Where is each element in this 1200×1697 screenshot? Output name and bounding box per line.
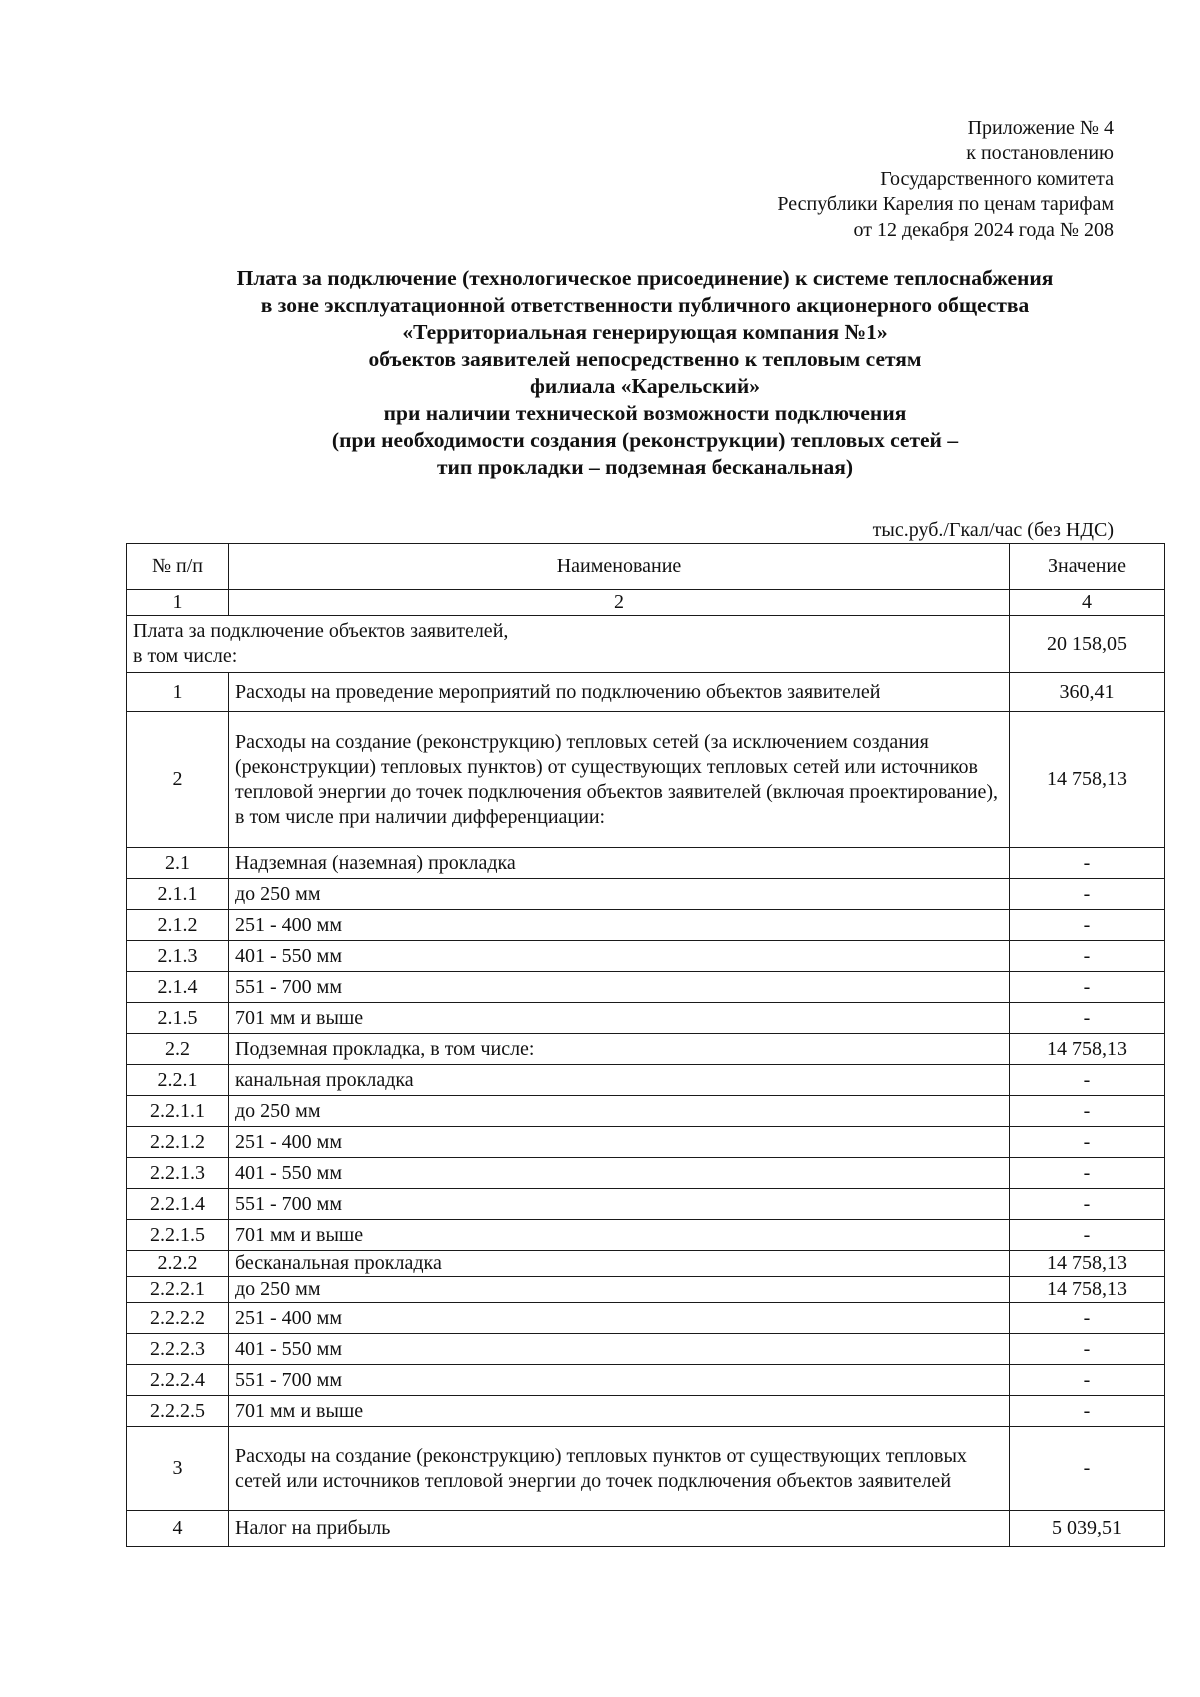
row-number: 2.2.2.3 bbox=[127, 1334, 229, 1365]
table-row bbox=[127, 1034, 1165, 1065]
row-number: 2.1 bbox=[127, 848, 229, 879]
row-number: 4 bbox=[127, 1511, 229, 1547]
row-name: Расходы на проведение мероприятий по подключению объектов заявителей bbox=[229, 673, 1010, 712]
row-value: - bbox=[1010, 1158, 1165, 1189]
table-row bbox=[127, 1365, 1165, 1396]
total-row bbox=[127, 616, 1165, 673]
row-value: - bbox=[1010, 1096, 1165, 1127]
row-number: 2.2 bbox=[127, 1034, 229, 1065]
total-name-line: в том числе: bbox=[133, 645, 238, 667]
row-value: - bbox=[1010, 910, 1165, 941]
table-row bbox=[127, 1158, 1165, 1189]
row-name: Расходы на создание (реконструкцию) тепловых пунктов от существующих тепловых сетей или источников тепловой энергии до точек подключения объектов заявителей bbox=[229, 1427, 1010, 1511]
document-title bbox=[126, 265, 1164, 481]
table-row bbox=[127, 1251, 1165, 1277]
row-name: 401 - 550 мм bbox=[229, 1334, 1010, 1365]
table-row bbox=[127, 941, 1165, 972]
appendix-block bbox=[777, 116, 1114, 243]
row-name: бесканальная прокладка bbox=[229, 1251, 1010, 1277]
row-number: 2.2.2.4 bbox=[127, 1365, 229, 1396]
table-row bbox=[127, 1189, 1165, 1220]
row-name: 701 мм и выше bbox=[229, 1396, 1010, 1427]
row-value: - bbox=[1010, 1003, 1165, 1034]
row-value: - bbox=[1010, 1334, 1165, 1365]
appendix-line: Республики Карелия по ценам тарифам bbox=[777, 193, 1114, 216]
table-row bbox=[127, 1065, 1165, 1096]
row-number: 2.2.2.5 bbox=[127, 1396, 229, 1427]
title-line: в зоне эксплуатационной ответственности публичного акционерного общества bbox=[260, 293, 1030, 317]
column-number: 1 bbox=[127, 590, 229, 616]
table-row bbox=[127, 1511, 1165, 1547]
row-name: Надземная (наземная) прокладка bbox=[229, 848, 1010, 879]
table-row bbox=[127, 1220, 1165, 1251]
table-row bbox=[127, 1277, 1165, 1303]
row-name: 701 мм и выше bbox=[229, 1003, 1010, 1034]
row-number: 2.2.2 bbox=[127, 1251, 229, 1277]
row-name: 551 - 700 мм bbox=[229, 972, 1010, 1003]
row-value: - bbox=[1010, 1303, 1165, 1334]
header-name: Наименование bbox=[229, 544, 1010, 590]
row-number: 2.2.1.5 bbox=[127, 1220, 229, 1251]
row-value: 14 758,13 bbox=[1010, 712, 1165, 848]
total-name-line: Плата за подключение объектов заявителей, bbox=[133, 620, 509, 642]
header-number: № п/п bbox=[127, 544, 229, 590]
row-number: 2.1.3 bbox=[127, 941, 229, 972]
row-value: - bbox=[1010, 941, 1165, 972]
row-value: 14 758,13 bbox=[1010, 1251, 1165, 1277]
row-name: до 250 мм bbox=[229, 1096, 1010, 1127]
row-value: - bbox=[1010, 1127, 1165, 1158]
unit-label: тыс.руб./Гкал/час (без НДС) bbox=[872, 519, 1114, 541]
row-number: 2.2.2.1 bbox=[127, 1277, 229, 1303]
row-value: 5 039,51 bbox=[1010, 1511, 1165, 1547]
row-number: 2.1.4 bbox=[127, 972, 229, 1003]
row-name: канальная прокладка bbox=[229, 1065, 1010, 1096]
row-value: - bbox=[1010, 1396, 1165, 1427]
appendix-line: Приложение № 4 bbox=[967, 117, 1114, 139]
row-name: 401 - 550 мм bbox=[229, 1158, 1010, 1189]
row-value: 14 758,13 bbox=[1010, 1277, 1165, 1303]
table-row bbox=[127, 1003, 1165, 1034]
table-row bbox=[127, 910, 1165, 941]
total-value: 20 158,05 bbox=[1010, 616, 1165, 673]
title-line: «Территориальная генерирующая компания №1» bbox=[402, 320, 888, 344]
row-value: - bbox=[1010, 1220, 1165, 1251]
row-name: Подземная прокладка, в том числе: bbox=[229, 1034, 1010, 1065]
row-number: 3 bbox=[127, 1427, 229, 1511]
row-value: - bbox=[1010, 879, 1165, 910]
table-row bbox=[127, 848, 1165, 879]
table-row bbox=[127, 1334, 1165, 1365]
row-name: Расходы на создание (реконструкцию) тепловых сетей (за исключением создания (реконструкции) тепловых пунктов) от существующих тепловых сетей или источников тепловой энергии до точек подключения объектов заявителей (включая проектирование), в том числе при наличии дифференциации: bbox=[229, 712, 1010, 848]
table-row bbox=[127, 972, 1165, 1003]
row-number: 2 bbox=[127, 712, 229, 848]
row-number: 2.1.1 bbox=[127, 879, 229, 910]
column-number: 4 bbox=[1010, 590, 1165, 616]
row-number: 2.2.2.2 bbox=[127, 1303, 229, 1334]
row-name: 551 - 700 мм bbox=[229, 1365, 1010, 1396]
row-name: 401 - 550 мм bbox=[229, 941, 1010, 972]
appendix-line: от 12 декабря 2024 года № 208 bbox=[853, 218, 1114, 241]
table-row bbox=[127, 1096, 1165, 1127]
table-row bbox=[127, 673, 1165, 712]
row-name: 251 - 400 мм bbox=[229, 1303, 1010, 1334]
table-row bbox=[127, 712, 1165, 848]
table-row bbox=[127, 1396, 1165, 1427]
row-name: 251 - 400 мм bbox=[229, 1127, 1010, 1158]
row-name: до 250 мм bbox=[229, 879, 1010, 910]
tariff-table bbox=[126, 543, 1165, 1547]
row-number: 1 bbox=[127, 673, 229, 712]
row-value: - bbox=[1010, 1189, 1165, 1220]
appendix-line: к постановлению bbox=[966, 142, 1114, 165]
title-line: объектов заявителей непосредственно к тепловым сетям bbox=[368, 347, 922, 371]
row-value: 360,41 bbox=[1010, 673, 1165, 712]
appendix-line: Государственного комитета bbox=[880, 167, 1114, 190]
row-value: 14 758,13 bbox=[1010, 1034, 1165, 1065]
row-value: - bbox=[1010, 972, 1165, 1003]
title-line: Плата за подключение (технологическое присоединение) к системе теплоснабжения bbox=[236, 266, 1054, 290]
row-number: 2.2.1.2 bbox=[127, 1127, 229, 1158]
column-number: 2 bbox=[229, 590, 1010, 616]
table-row bbox=[127, 879, 1165, 910]
title-line: (при необходимости создания (реконструкции) тепловых сетей – bbox=[331, 428, 959, 452]
row-name: 551 - 700 мм bbox=[229, 1189, 1010, 1220]
row-value: - bbox=[1010, 848, 1165, 879]
row-number: 2.1.2 bbox=[127, 910, 229, 941]
table-header-row bbox=[127, 544, 1165, 590]
row-number: 2.2.1.1 bbox=[127, 1096, 229, 1127]
row-name: Налог на прибыль bbox=[229, 1511, 1010, 1547]
title-line: при наличии технической возможности подключения bbox=[383, 401, 907, 425]
column-number-row bbox=[127, 590, 1165, 616]
table-row bbox=[127, 1303, 1165, 1334]
row-value: - bbox=[1010, 1427, 1165, 1511]
row-number: 2.1.5 bbox=[127, 1003, 229, 1034]
row-number: 2.2.1.3 bbox=[127, 1158, 229, 1189]
table-row bbox=[127, 1127, 1165, 1158]
row-number: 2.2.1 bbox=[127, 1065, 229, 1096]
header-value: Значение bbox=[1010, 544, 1165, 590]
row-value: - bbox=[1010, 1365, 1165, 1396]
total-name bbox=[127, 616, 1010, 673]
row-name: до 250 мм bbox=[229, 1277, 1010, 1303]
row-name: 251 - 400 мм bbox=[229, 910, 1010, 941]
title-line: тип прокладки – подземная бесканальная) bbox=[436, 455, 854, 479]
table-row bbox=[127, 1427, 1165, 1511]
row-value: - bbox=[1010, 1065, 1165, 1096]
row-name: 701 мм и выше bbox=[229, 1220, 1010, 1251]
row-number: 2.2.1.4 bbox=[127, 1189, 229, 1220]
title-line: филиала «Карельский» bbox=[529, 374, 761, 398]
